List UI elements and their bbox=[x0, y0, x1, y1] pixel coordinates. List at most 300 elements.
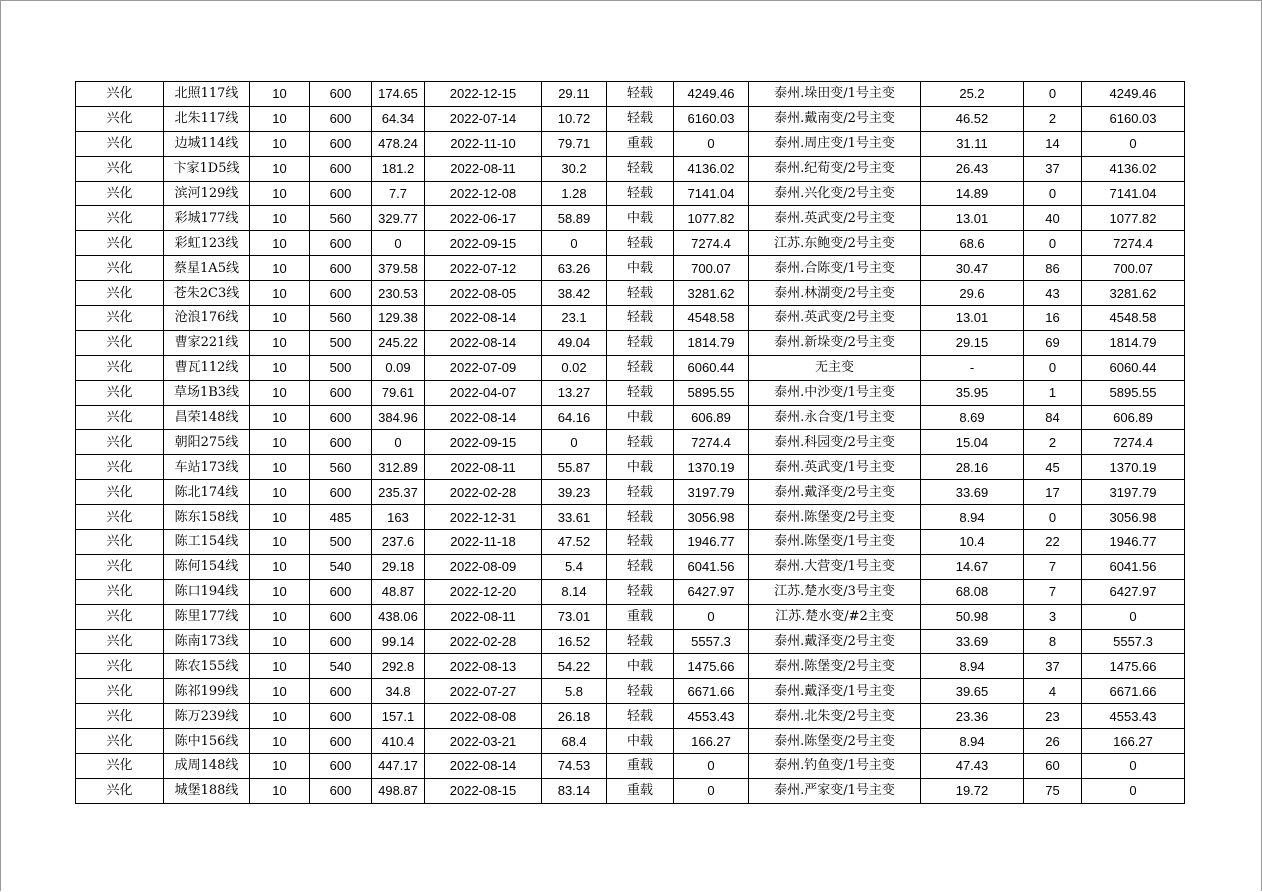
cell-load-status: 中载 bbox=[607, 206, 674, 231]
cell-main-transformer: 泰州.英武变/1号主变 bbox=[749, 455, 921, 480]
cell-max-current: 79.61 bbox=[372, 380, 425, 405]
cell-main-transformer: 江苏.楚水变/3号主变 bbox=[749, 579, 921, 604]
cell-load-status: 重载 bbox=[607, 604, 674, 629]
cell-load-rate: 47.52 bbox=[542, 530, 607, 555]
cell-transformer-load-rate: 14.89 bbox=[921, 181, 1024, 206]
cell-transformer-load-rate: 29.6 bbox=[921, 281, 1024, 306]
cell-count: 2 bbox=[1024, 430, 1082, 455]
cell-load-rate: 29.11 bbox=[542, 82, 607, 107]
cell-capacity: 4249.46 bbox=[1082, 82, 1185, 107]
cell-load-rate: 5.8 bbox=[542, 679, 607, 704]
cell-region: 兴化 bbox=[76, 604, 164, 629]
cell-main-transformer: 江苏.楚水变/#2主变 bbox=[749, 604, 921, 629]
cell-load-status: 中载 bbox=[607, 405, 674, 430]
cell-capacity: 6060.44 bbox=[1082, 355, 1185, 380]
cell-rated-current: 600 bbox=[310, 604, 372, 629]
cell-date: 2022-12-20 bbox=[425, 579, 542, 604]
table-row bbox=[76, 704, 1185, 729]
cell-available-capacity: 0 bbox=[674, 604, 749, 629]
cell-region: 兴化 bbox=[76, 306, 164, 331]
cell-available-capacity: 6160.03 bbox=[674, 106, 749, 131]
cell-count: 3 bbox=[1024, 604, 1082, 629]
cell-capacity: 6427.97 bbox=[1082, 579, 1185, 604]
cell-region: 兴化 bbox=[76, 579, 164, 604]
cell-rated-current: 500 bbox=[310, 530, 372, 555]
cell-count: 0 bbox=[1024, 355, 1082, 380]
cell-voltage: 10 bbox=[250, 131, 310, 156]
cell-date: 2022-03-21 bbox=[425, 729, 542, 754]
cell-region: 兴化 bbox=[76, 729, 164, 754]
cell-rated-current: 600 bbox=[310, 579, 372, 604]
table-row bbox=[76, 281, 1185, 306]
cell-rated-current: 540 bbox=[310, 554, 372, 579]
cell-load-rate: 64.16 bbox=[542, 405, 607, 430]
table-row bbox=[76, 405, 1185, 430]
cell-date: 2022-08-15 bbox=[425, 778, 542, 803]
cell-line-name: 彩城177线 bbox=[164, 206, 250, 231]
cell-available-capacity: 6427.97 bbox=[674, 579, 749, 604]
cell-date: 2022-12-08 bbox=[425, 181, 542, 206]
cell-count: 4 bbox=[1024, 679, 1082, 704]
cell-load-rate: 30.2 bbox=[542, 156, 607, 181]
cell-max-current: 181.2 bbox=[372, 156, 425, 181]
cell-line-name: 城堡188线 bbox=[164, 778, 250, 803]
cell-load-status: 轻载 bbox=[607, 679, 674, 704]
cell-max-current: 99.14 bbox=[372, 629, 425, 654]
cell-date: 2022-08-14 bbox=[425, 330, 542, 355]
cell-load-rate: 58.89 bbox=[542, 206, 607, 231]
cell-main-transformer: 泰州.戴泽变/2号主变 bbox=[749, 480, 921, 505]
cell-available-capacity: 1370.19 bbox=[674, 455, 749, 480]
table-row bbox=[76, 430, 1185, 455]
cell-available-capacity: 6671.66 bbox=[674, 679, 749, 704]
cell-available-capacity: 3197.79 bbox=[674, 480, 749, 505]
cell-count: 43 bbox=[1024, 281, 1082, 306]
cell-region: 兴化 bbox=[76, 281, 164, 306]
cell-date: 2022-09-15 bbox=[425, 231, 542, 256]
cell-load-rate: 0 bbox=[542, 430, 607, 455]
cell-region: 兴化 bbox=[76, 530, 164, 555]
cell-rated-current: 600 bbox=[310, 131, 372, 156]
cell-load-status: 轻载 bbox=[607, 629, 674, 654]
table-row bbox=[76, 455, 1185, 480]
cell-line-name: 陈口194线 bbox=[164, 579, 250, 604]
cell-available-capacity: 4249.46 bbox=[674, 82, 749, 107]
cell-line-name: 沧浪176线 bbox=[164, 306, 250, 331]
cell-count: 37 bbox=[1024, 156, 1082, 181]
cell-transformer-load-rate: 33.69 bbox=[921, 629, 1024, 654]
table-row bbox=[76, 330, 1185, 355]
cell-transformer-load-rate: 68.08 bbox=[921, 579, 1024, 604]
cell-date: 2022-08-08 bbox=[425, 704, 542, 729]
cell-line-name: 陈何154线 bbox=[164, 554, 250, 579]
cell-count: 40 bbox=[1024, 206, 1082, 231]
table-row bbox=[76, 231, 1185, 256]
cell-region: 兴化 bbox=[76, 778, 164, 803]
cell-capacity: 606.89 bbox=[1082, 405, 1185, 430]
table-row bbox=[76, 530, 1185, 555]
cell-available-capacity: 5895.55 bbox=[674, 380, 749, 405]
cell-available-capacity: 3281.62 bbox=[674, 281, 749, 306]
cell-available-capacity: 6060.44 bbox=[674, 355, 749, 380]
cell-main-transformer: 泰州.永合变/1号主变 bbox=[749, 405, 921, 430]
cell-available-capacity: 6041.56 bbox=[674, 554, 749, 579]
cell-load-rate: 5.4 bbox=[542, 554, 607, 579]
cell-date: 2022-07-12 bbox=[425, 256, 542, 281]
cell-line-name: 昌荣148线 bbox=[164, 405, 250, 430]
cell-line-name: 曹家221线 bbox=[164, 330, 250, 355]
cell-load-rate: 54.22 bbox=[542, 654, 607, 679]
cell-region: 兴化 bbox=[76, 480, 164, 505]
cell-count: 7 bbox=[1024, 579, 1082, 604]
cell-capacity: 1370.19 bbox=[1082, 455, 1185, 480]
cell-voltage: 10 bbox=[250, 778, 310, 803]
cell-transformer-load-rate: 39.65 bbox=[921, 679, 1024, 704]
cell-count: 75 bbox=[1024, 778, 1082, 803]
cell-max-current: 384.96 bbox=[372, 405, 425, 430]
cell-voltage: 10 bbox=[250, 679, 310, 704]
table-row bbox=[76, 729, 1185, 754]
table-row bbox=[76, 306, 1185, 331]
table-row bbox=[76, 355, 1185, 380]
cell-rated-current: 600 bbox=[310, 405, 372, 430]
cell-available-capacity: 1475.66 bbox=[674, 654, 749, 679]
cell-count: 2 bbox=[1024, 106, 1082, 131]
cell-region: 兴化 bbox=[76, 156, 164, 181]
cell-region: 兴化 bbox=[76, 654, 164, 679]
cell-available-capacity: 1077.82 bbox=[674, 206, 749, 231]
cell-date: 2022-07-27 bbox=[425, 679, 542, 704]
table-row bbox=[76, 106, 1185, 131]
table-body bbox=[76, 82, 1185, 804]
cell-load-status: 轻载 bbox=[607, 505, 674, 530]
table-row bbox=[76, 754, 1185, 779]
cell-load-status: 重载 bbox=[607, 754, 674, 779]
cell-line-name: 陈里177线 bbox=[164, 604, 250, 629]
cell-count: 1 bbox=[1024, 380, 1082, 405]
cell-voltage: 10 bbox=[250, 281, 310, 306]
cell-count: 8 bbox=[1024, 629, 1082, 654]
cell-main-transformer: 泰州.垛田变/1号主变 bbox=[749, 82, 921, 107]
cell-main-transformer: 泰州.周庄变/1号主变 bbox=[749, 131, 921, 156]
cell-capacity: 700.07 bbox=[1082, 256, 1185, 281]
cell-line-name: 陈东158线 bbox=[164, 505, 250, 530]
cell-capacity: 3197.79 bbox=[1082, 480, 1185, 505]
cell-load-status: 轻载 bbox=[607, 181, 674, 206]
cell-main-transformer: 泰州.英武变/2号主变 bbox=[749, 306, 921, 331]
cell-count: 0 bbox=[1024, 181, 1082, 206]
cell-transformer-load-rate: 33.69 bbox=[921, 480, 1024, 505]
cell-main-transformer: 泰州.合陈变/1号主变 bbox=[749, 256, 921, 281]
cell-load-status: 中载 bbox=[607, 256, 674, 281]
table-row bbox=[76, 778, 1185, 803]
cell-voltage: 10 bbox=[250, 231, 310, 256]
cell-max-current: 174.65 bbox=[372, 82, 425, 107]
cell-date: 2022-06-17 bbox=[425, 206, 542, 231]
cell-load-status: 轻载 bbox=[607, 579, 674, 604]
cell-region: 兴化 bbox=[76, 754, 164, 779]
cell-main-transformer: 泰州.纪荀变/2号主变 bbox=[749, 156, 921, 181]
cell-transformer-load-rate: 13.01 bbox=[921, 306, 1024, 331]
cell-transformer-load-rate: 8.94 bbox=[921, 729, 1024, 754]
cell-count: 84 bbox=[1024, 405, 1082, 430]
cell-capacity: 3056.98 bbox=[1082, 505, 1185, 530]
table-row bbox=[76, 156, 1185, 181]
cell-date: 2022-08-13 bbox=[425, 654, 542, 679]
cell-transformer-load-rate: 19.72 bbox=[921, 778, 1024, 803]
cell-rated-current: 600 bbox=[310, 156, 372, 181]
cell-voltage: 10 bbox=[250, 579, 310, 604]
cell-max-current: 29.18 bbox=[372, 554, 425, 579]
cell-transformer-load-rate: 35.95 bbox=[921, 380, 1024, 405]
cell-capacity: 1475.66 bbox=[1082, 654, 1185, 679]
cell-available-capacity: 4553.43 bbox=[674, 704, 749, 729]
cell-load-status: 轻载 bbox=[607, 106, 674, 131]
cell-load-status: 轻载 bbox=[607, 330, 674, 355]
cell-date: 2022-02-28 bbox=[425, 480, 542, 505]
cell-capacity: 166.27 bbox=[1082, 729, 1185, 754]
cell-region: 兴化 bbox=[76, 231, 164, 256]
cell-rated-current: 485 bbox=[310, 505, 372, 530]
cell-rated-current: 600 bbox=[310, 181, 372, 206]
cell-main-transformer: 泰州.陈堡变/2号主变 bbox=[749, 654, 921, 679]
cell-rated-current: 560 bbox=[310, 455, 372, 480]
cell-voltage: 10 bbox=[250, 82, 310, 107]
cell-max-current: 163 bbox=[372, 505, 425, 530]
cell-region: 兴化 bbox=[76, 181, 164, 206]
cell-available-capacity: 700.07 bbox=[674, 256, 749, 281]
cell-transformer-load-rate: 26.43 bbox=[921, 156, 1024, 181]
cell-transformer-load-rate: 10.4 bbox=[921, 530, 1024, 555]
cell-max-current: 379.58 bbox=[372, 256, 425, 281]
cell-capacity: 7274.4 bbox=[1082, 430, 1185, 455]
cell-load-rate: 10.72 bbox=[542, 106, 607, 131]
cell-region: 兴化 bbox=[76, 206, 164, 231]
cell-line-name: 滨河129线 bbox=[164, 181, 250, 206]
table-row bbox=[76, 181, 1185, 206]
cell-voltage: 10 bbox=[250, 206, 310, 231]
cell-load-status: 轻载 bbox=[607, 430, 674, 455]
cell-max-current: 245.22 bbox=[372, 330, 425, 355]
cell-rated-current: 500 bbox=[310, 355, 372, 380]
cell-line-name: 陈祁199线 bbox=[164, 679, 250, 704]
cell-line-name: 陈南173线 bbox=[164, 629, 250, 654]
cell-max-current: 292.8 bbox=[372, 654, 425, 679]
cell-load-status: 轻载 bbox=[607, 480, 674, 505]
cell-main-transformer: 泰州.钓鱼变/1号主变 bbox=[749, 754, 921, 779]
cell-date: 2022-04-07 bbox=[425, 380, 542, 405]
cell-main-transformer: 泰州.戴南变/2号主变 bbox=[749, 106, 921, 131]
cell-line-name: 陈农155线 bbox=[164, 654, 250, 679]
table-row bbox=[76, 629, 1185, 654]
cell-line-name: 卞家1D5线 bbox=[164, 156, 250, 181]
cell-count: 0 bbox=[1024, 231, 1082, 256]
cell-available-capacity: 4548.58 bbox=[674, 306, 749, 331]
cell-rated-current: 600 bbox=[310, 231, 372, 256]
cell-max-current: 230.53 bbox=[372, 281, 425, 306]
cell-rated-current: 560 bbox=[310, 306, 372, 331]
cell-voltage: 10 bbox=[250, 405, 310, 430]
table-row bbox=[76, 505, 1185, 530]
cell-main-transformer: 江苏.东鲍变/2号主变 bbox=[749, 231, 921, 256]
cell-voltage: 10 bbox=[250, 505, 310, 530]
cell-main-transformer: 泰州.严家变/1号主变 bbox=[749, 778, 921, 803]
cell-load-status: 轻载 bbox=[607, 156, 674, 181]
cell-main-transformer: 泰州.陈堡变/1号主变 bbox=[749, 530, 921, 555]
cell-load-rate: 38.42 bbox=[542, 281, 607, 306]
cell-rated-current: 600 bbox=[310, 778, 372, 803]
cell-load-status: 轻载 bbox=[607, 281, 674, 306]
cell-load-status: 重载 bbox=[607, 778, 674, 803]
cell-voltage: 10 bbox=[250, 480, 310, 505]
cell-rated-current: 600 bbox=[310, 729, 372, 754]
cell-line-name: 边城114线 bbox=[164, 131, 250, 156]
cell-region: 兴化 bbox=[76, 256, 164, 281]
cell-region: 兴化 bbox=[76, 330, 164, 355]
cell-main-transformer: 泰州.陈堡变/2号主变 bbox=[749, 729, 921, 754]
cell-max-current: 0 bbox=[372, 430, 425, 455]
cell-available-capacity: 4136.02 bbox=[674, 156, 749, 181]
cell-voltage: 10 bbox=[250, 455, 310, 480]
cell-capacity: 5557.3 bbox=[1082, 629, 1185, 654]
cell-count: 23 bbox=[1024, 704, 1082, 729]
cell-rated-current: 600 bbox=[310, 679, 372, 704]
cell-date: 2022-08-14 bbox=[425, 405, 542, 430]
cell-region: 兴化 bbox=[76, 405, 164, 430]
cell-count: 37 bbox=[1024, 654, 1082, 679]
cell-date: 2022-09-15 bbox=[425, 430, 542, 455]
cell-voltage: 10 bbox=[250, 754, 310, 779]
cell-transformer-load-rate: 14.67 bbox=[921, 554, 1024, 579]
cell-date: 2022-12-15 bbox=[425, 82, 542, 107]
cell-transformer-load-rate: 23.36 bbox=[921, 704, 1024, 729]
cell-line-name: 陈万239线 bbox=[164, 704, 250, 729]
cell-capacity: 7141.04 bbox=[1082, 181, 1185, 206]
cell-transformer-load-rate: 15.04 bbox=[921, 430, 1024, 455]
cell-load-status: 轻载 bbox=[607, 355, 674, 380]
cell-capacity: 1946.77 bbox=[1082, 530, 1185, 555]
cell-rated-current: 500 bbox=[310, 330, 372, 355]
cell-transformer-load-rate: 13.01 bbox=[921, 206, 1024, 231]
cell-region: 兴化 bbox=[76, 455, 164, 480]
cell-max-current: 157.1 bbox=[372, 704, 425, 729]
cell-available-capacity: 606.89 bbox=[674, 405, 749, 430]
cell-rated-current: 600 bbox=[310, 380, 372, 405]
cell-transformer-load-rate: 29.15 bbox=[921, 330, 1024, 355]
cell-transformer-load-rate: 8.94 bbox=[921, 505, 1024, 530]
cell-voltage: 10 bbox=[250, 355, 310, 380]
cell-line-name: 陈中156线 bbox=[164, 729, 250, 754]
cell-voltage: 10 bbox=[250, 106, 310, 131]
cell-load-rate: 13.27 bbox=[542, 380, 607, 405]
cell-main-transformer: 泰州.陈堡变/2号主变 bbox=[749, 505, 921, 530]
cell-main-transformer: 泰州.大营变/1号主变 bbox=[749, 554, 921, 579]
cell-available-capacity: 166.27 bbox=[674, 729, 749, 754]
cell-transformer-load-rate: 46.52 bbox=[921, 106, 1024, 131]
table-row bbox=[76, 206, 1185, 231]
cell-count: 86 bbox=[1024, 256, 1082, 281]
cell-load-rate: 39.23 bbox=[542, 480, 607, 505]
cell-count: 26 bbox=[1024, 729, 1082, 754]
cell-load-status: 轻载 bbox=[607, 380, 674, 405]
cell-rated-current: 600 bbox=[310, 82, 372, 107]
cell-load-status: 中载 bbox=[607, 455, 674, 480]
cell-max-current: 129.38 bbox=[372, 306, 425, 331]
cell-date: 2022-07-09 bbox=[425, 355, 542, 380]
cell-load-rate: 68.4 bbox=[542, 729, 607, 754]
cell-capacity: 5895.55 bbox=[1082, 380, 1185, 405]
table-row bbox=[76, 554, 1185, 579]
cell-rated-current: 600 bbox=[310, 430, 372, 455]
cell-voltage: 10 bbox=[250, 256, 310, 281]
cell-date: 2022-08-09 bbox=[425, 554, 542, 579]
cell-max-current: 0.09 bbox=[372, 355, 425, 380]
cell-load-rate: 73.01 bbox=[542, 604, 607, 629]
cell-transformer-load-rate: 8.69 bbox=[921, 405, 1024, 430]
cell-voltage: 10 bbox=[250, 330, 310, 355]
cell-voltage: 10 bbox=[250, 530, 310, 555]
cell-line-name: 成周148线 bbox=[164, 754, 250, 779]
cell-line-name: 陈北174线 bbox=[164, 480, 250, 505]
cell-max-current: 0 bbox=[372, 231, 425, 256]
cell-max-current: 329.77 bbox=[372, 206, 425, 231]
cell-date: 2022-08-14 bbox=[425, 754, 542, 779]
cell-load-rate: 16.52 bbox=[542, 629, 607, 654]
cell-max-current: 447.17 bbox=[372, 754, 425, 779]
cell-count: 22 bbox=[1024, 530, 1082, 555]
cell-count: 69 bbox=[1024, 330, 1082, 355]
cell-available-capacity: 7274.4 bbox=[674, 231, 749, 256]
cell-capacity: 0 bbox=[1082, 754, 1185, 779]
cell-main-transformer: 泰州.科园变/2号主变 bbox=[749, 430, 921, 455]
cell-capacity: 0 bbox=[1082, 131, 1185, 156]
cell-rated-current: 560 bbox=[310, 206, 372, 231]
cell-region: 兴化 bbox=[76, 106, 164, 131]
cell-load-rate: 0 bbox=[542, 231, 607, 256]
cell-load-status: 中载 bbox=[607, 729, 674, 754]
cell-line-name: 北朱117线 bbox=[164, 106, 250, 131]
cell-load-status: 中载 bbox=[607, 654, 674, 679]
cell-capacity: 6041.56 bbox=[1082, 554, 1185, 579]
cell-count: 45 bbox=[1024, 455, 1082, 480]
cell-available-capacity: 1814.79 bbox=[674, 330, 749, 355]
cell-transformer-load-rate: 28.16 bbox=[921, 455, 1024, 480]
cell-load-status: 轻载 bbox=[607, 231, 674, 256]
cell-load-rate: 74.53 bbox=[542, 754, 607, 779]
cell-max-current: 312.89 bbox=[372, 455, 425, 480]
cell-main-transformer: 泰州.戴泽变/2号主变 bbox=[749, 629, 921, 654]
cell-date: 2022-08-11 bbox=[425, 455, 542, 480]
cell-main-transformer: 泰州.戴泽变/1号主变 bbox=[749, 679, 921, 704]
cell-load-rate: 1.28 bbox=[542, 181, 607, 206]
cell-rated-current: 600 bbox=[310, 629, 372, 654]
cell-date: 2022-02-28 bbox=[425, 629, 542, 654]
cell-line-name: 蔡星1A5线 bbox=[164, 256, 250, 281]
cell-load-rate: 79.71 bbox=[542, 131, 607, 156]
cell-count: 0 bbox=[1024, 82, 1082, 107]
cell-load-status: 轻载 bbox=[607, 704, 674, 729]
cell-region: 兴化 bbox=[76, 430, 164, 455]
cell-transformer-load-rate: 47.43 bbox=[921, 754, 1024, 779]
cell-line-name: 北照117线 bbox=[164, 82, 250, 107]
cell-capacity: 4136.02 bbox=[1082, 156, 1185, 181]
cell-capacity: 6671.66 bbox=[1082, 679, 1185, 704]
table-row bbox=[76, 480, 1185, 505]
cell-region: 兴化 bbox=[76, 131, 164, 156]
cell-main-transformer: 泰州.英武变/2号主变 bbox=[749, 206, 921, 231]
cell-load-rate: 23.1 bbox=[542, 306, 607, 331]
cell-line-name: 草场1B3线 bbox=[164, 380, 250, 405]
